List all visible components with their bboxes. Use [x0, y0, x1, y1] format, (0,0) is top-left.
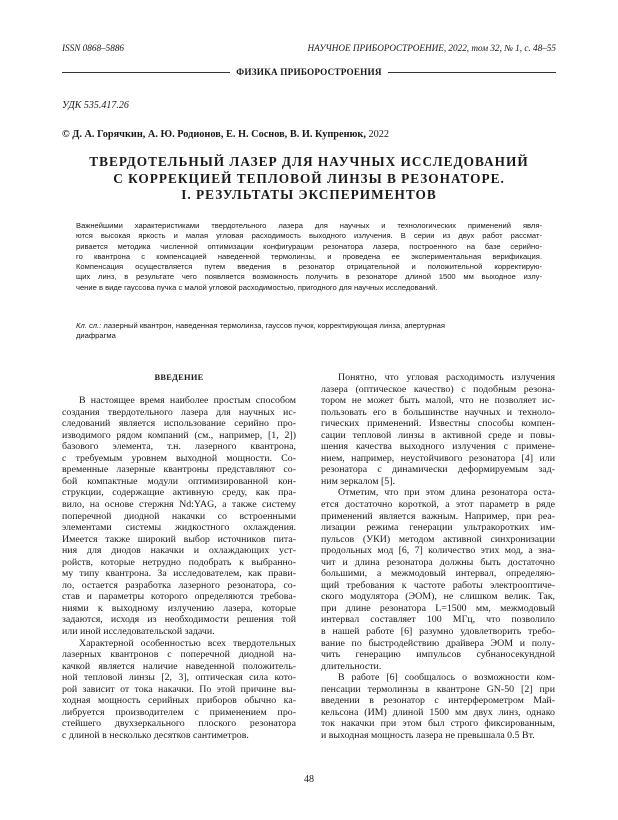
text-line: лизации режима генерации ультракоротких им- [321, 522, 555, 534]
abstract-line: ривается методика численной оптимизации конфигурации резонатора лазера, построенного на базе серийно- [76, 241, 542, 251]
text-line: следований является использование серийно про- [62, 418, 296, 430]
text-line: с длиной в несколько десятков сантиметров. [62, 729, 249, 741]
text-line: тором не может быть малой, что не позволяет ис- [321, 395, 555, 407]
keywords-label: Кл. сл.: [76, 321, 102, 330]
section-rule-right [388, 72, 556, 73]
section-bar [62, 66, 556, 78]
section-label: ФИЗИКА ПРИБОРОСТРОЕНИЯ [236, 67, 382, 77]
text-line: и выходная мощность лазера не превышала 0.5 Вт. [321, 729, 535, 741]
text-line: ток накачки при этом был строго фиксированным, [321, 718, 555, 730]
text-line: В работе [6] сообщалось о возможности ком- [338, 672, 555, 684]
text-line: лазера (оптическое качество) с подобным резона- [321, 383, 555, 395]
text-line: Отметим, что при этом длина резонатора оста- [338, 487, 555, 499]
text-line: ройств, которые нетрудно подобрать к выбранно- [62, 556, 296, 568]
text-line: базового элемента, т.н. лазерного квантрона, [62, 441, 296, 453]
text-line: интервал составляет 100 МГц, что позволило [321, 614, 555, 626]
text-line: либруется производителем с применением про- [62, 706, 296, 718]
text-line: резонатора с динамически деформируемым зад- [321, 464, 555, 476]
text-line: щий требования к частоте работы электрооптиче- [321, 579, 555, 591]
text-line: вание по быстродействию драйвера ЭОМ и полу- [321, 637, 555, 649]
text-line: рой зависит от тока накачки. По этой причине вы- [62, 683, 296, 695]
text-line: ния для диодов накачки и охлаждающих уст- [62, 545, 296, 557]
running-header [62, 43, 556, 53]
text-line: вило, на основе стержня Nd:YAG, а также систему [62, 498, 296, 510]
text-line: му типу квантрона. За исследователем, как прави- [62, 568, 296, 580]
issn: ISSN 0868–5886 [62, 43, 125, 53]
text-line: с требуемым уровнем выходной мощности. Со- [62, 452, 296, 464]
text-line: ется достаточно короткой, а этот параметр в ряде [321, 499, 555, 511]
text-line: лазерных квантронов с поперечной диодной на- [62, 649, 296, 661]
keywords [76, 321, 542, 342]
abstract-line: Важнейшими характеристиками твердотельного лазера для научных и технологических применений явля- [76, 221, 542, 230]
text-line: создания твердотельного лазера для научных ис- [62, 406, 296, 418]
text-line: струкции, содержащие активную среду, как пра- [62, 487, 296, 499]
text-line: пенсации термолинзы в квантроне GN-50 [2] при [321, 683, 555, 695]
page-number: 48 [304, 774, 314, 785]
text-line: ниями к выходному излучению лазера, которые [62, 602, 296, 614]
text-line: введении в резонатор с интерферометром Май- [321, 695, 555, 707]
text-line: Имеется также широкий выбор источников пита- [62, 533, 296, 545]
text-line: ло, остается разработка лазерного резонатора, со- [62, 579, 296, 591]
title-line: С КОРРЕКЦИЕЙ ТЕПЛОВОЙ ЛИНЗЫ В РЕЗОНАТОРЕ. [113, 170, 505, 186]
text-line: кельсона (ИМ) длиной 1500 мм двух линз, однако [321, 706, 555, 718]
text-line: элементами системы жидкостного охлаждения. [62, 522, 296, 534]
authors-line [62, 129, 389, 140]
abstract-line: ются высокая яркость и малая угловая расходимость выходного излучения. В серии из двух работ рассмат- [76, 231, 542, 241]
text-line: пульсов (УКИ) методом активной синхронизации [321, 533, 555, 545]
text-line: задаются, исходя из необходимости решения той [62, 614, 296, 626]
abstract-line: щих линз, в результате чего появляется возможность получить в резонаторе длиной 1500 мм выходное излу- [76, 272, 542, 282]
text-line: ним зеркалом [5]. [321, 475, 396, 487]
right-column [321, 372, 555, 742]
text-line: применений является важным. Например, при реа- [321, 510, 555, 522]
udk-code: УДК 535.417.26 [62, 100, 129, 111]
text-line: став и параметры которого определяются требова- [62, 591, 296, 603]
text-line: чит и длина резонатора должны быть достаточно [321, 556, 555, 568]
text-line: временные лазерные квантроны представляют со- [62, 464, 296, 476]
text-line: В настоящее время наиболее простым способом [79, 395, 296, 407]
abstract-line: Компенсация осуществляется путем введения в резонатор отрицательной и положительной корректирую- [76, 262, 542, 272]
text-line: ского модулятора (ЭОМ), не слишком велик. Так, [321, 591, 555, 603]
text-line: шения качества выходного излучения с примене- [321, 441, 555, 453]
abstract-line: го квантрона с компенсацией наведенной термолинзы, и проведена ее экспериментальная верификация. [76, 251, 542, 261]
abstract-line: чение в виде гауссова пучка с малой угловой расходимостью, пригодного для научных исследований. [76, 282, 438, 292]
text-line: нием, например, неустойчивого резонатора [4] или [321, 452, 555, 464]
text-line: изводимого рядом компаний (см., например, [1, 2]) [62, 429, 296, 441]
text-line: поперечной диодной накачки со встроенными [62, 510, 296, 522]
text-line: ходная мощность серийных приборов обычно ка- [62, 695, 296, 707]
section-rule-left [62, 72, 230, 73]
abstract [76, 221, 542, 293]
intro-heading: ВВЕДЕНИЕ [154, 373, 204, 382]
text-line: пользовать его в большинстве научных и техноло- [321, 406, 555, 418]
journal-citation: НАУЧНОЕ ПРИБОРОСТРОЕНИЕ, 2022, том 32, № 1, с. 48–55 [307, 43, 556, 53]
text-line: Понятно, что угловая расходимость излучения [338, 372, 555, 383]
keywords-text: лазерный квантрон, наведенная термолинза, гауссов пучок, корректирующая линза, апертурная [103, 321, 445, 330]
text-line: сации тепловой линзы в активной среде и повы- [321, 429, 555, 441]
text-line: при длине резонатора L=1500 мм, межмодовый [321, 602, 555, 614]
text-line: длительности. [321, 660, 382, 672]
text-line: чить генерацию импульсов субнаносекундной [321, 649, 555, 661]
title-line: ТВЕРДОТЕЛЬНЫЙ ЛАЗЕР ДЛЯ НАУЧНЫХ ИССЛЕДОВАНИЙ [89, 154, 529, 169]
text-line: или иной исследовательской задачи. [62, 625, 215, 637]
title-line: I. РЕЗУЛЬТАТЫ ЭКСПЕРИМЕНТОВ [181, 187, 437, 202]
text-line: гических применений. Известны способы компен- [321, 418, 555, 430]
left-column [62, 372, 296, 741]
text-line: ной тепловой линзы [2, 3], оптическая сила кото- [62, 672, 296, 684]
text-line: качкой является наличие наведенной положитель- [62, 660, 296, 672]
article-title [62, 154, 556, 204]
keywords-text-cont: диафрагма [76, 331, 116, 341]
text-line: большими, а межмодовый интервал, определяю- [321, 568, 555, 580]
text-line: Характерной особенностью всех твердотельных [79, 637, 296, 649]
copyright-year: 2022 [368, 129, 390, 140]
text-line: стейшего двухзеркального плоского резонатора [62, 718, 296, 730]
text-line: в нашей работе [6] разумно удовлетворить требо- [321, 626, 555, 638]
text-line: продольных мод [6, 7] количество этих мод, а зна- [321, 545, 555, 557]
text-line: бой компактные модули оптимизированной кон- [62, 475, 296, 487]
author-names: © Д. А. Горячкин, А. Ю. Родионов, Е. Н. Соснов, В. И. Купренюк, [62, 129, 366, 140]
